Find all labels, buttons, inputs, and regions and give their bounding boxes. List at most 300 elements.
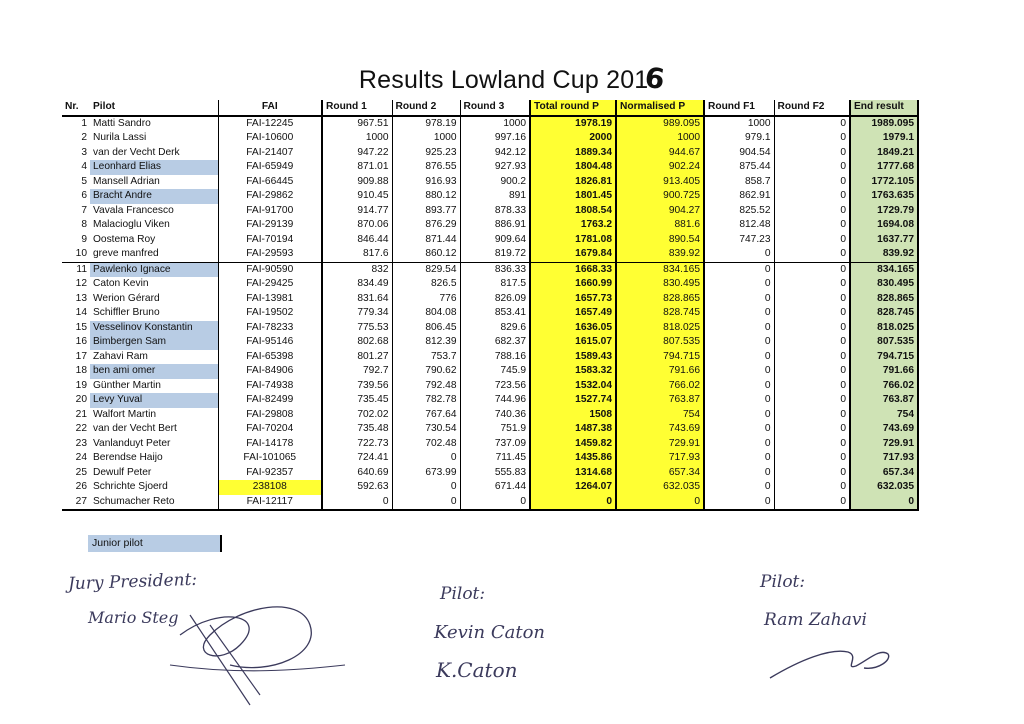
cell-fai: FAI-29139 bbox=[218, 218, 322, 233]
cell-total: 1508 bbox=[530, 408, 616, 423]
cell-norm: 830.495 bbox=[616, 277, 704, 292]
table-row bbox=[62, 321, 918, 336]
table-row bbox=[62, 160, 918, 175]
cell-f1: 0 bbox=[704, 437, 774, 452]
cell-r3: 817.5 bbox=[460, 277, 530, 292]
table-row bbox=[62, 393, 918, 408]
cell-r1: 834.49 bbox=[322, 277, 392, 292]
cell-f1: 0 bbox=[704, 451, 774, 466]
cell-pilot: Vanlanduyt Peter bbox=[90, 437, 218, 452]
cell-pilot: Vesselinov Konstantin bbox=[90, 321, 218, 336]
cell-f2: 0 bbox=[774, 306, 850, 321]
header-end-result: End result bbox=[850, 100, 918, 116]
cell-f2: 0 bbox=[774, 437, 850, 452]
cell-norm: 657.34 bbox=[616, 466, 704, 481]
cell-f2: 0 bbox=[774, 321, 850, 336]
cell-r3: 745.9 bbox=[460, 364, 530, 379]
cell-fai: FAI-78233 bbox=[218, 321, 322, 336]
cell-f2: 0 bbox=[774, 451, 850, 466]
cell-end: 807.535 bbox=[850, 335, 918, 350]
cell-pilot: Bimbergen Sam bbox=[90, 335, 218, 350]
cell-r2: 790.62 bbox=[392, 364, 460, 379]
cell-fai: FAI-29425 bbox=[218, 277, 322, 292]
cell-total: 1314.68 bbox=[530, 466, 616, 481]
header-nr: Nr. bbox=[62, 100, 90, 116]
page-title: Results Lowland Cup 2016 bbox=[358, 60, 668, 97]
cell-r3: 829.6 bbox=[460, 321, 530, 336]
table-row bbox=[62, 364, 918, 379]
cell-end: 766.02 bbox=[850, 379, 918, 394]
cell-f2: 0 bbox=[774, 160, 850, 175]
cell-f2: 0 bbox=[774, 218, 850, 233]
cell-r1: 735.45 bbox=[322, 393, 392, 408]
cell-nr: 9 bbox=[81, 233, 87, 245]
cell-r1: 914.77 bbox=[322, 204, 392, 219]
cell-r1: 779.34 bbox=[322, 306, 392, 321]
cell-total: 1487.38 bbox=[530, 422, 616, 437]
header-total: Total round P bbox=[530, 100, 616, 116]
cell-f1: 0 bbox=[704, 364, 774, 379]
cell-nr: 25 bbox=[75, 466, 87, 478]
cell-norm: 807.535 bbox=[616, 335, 704, 350]
cell-fai: FAI-74938 bbox=[218, 379, 322, 394]
cell-r2: 782.78 bbox=[392, 393, 460, 408]
cell-r1: 739.56 bbox=[322, 379, 392, 394]
cell-nr: 13 bbox=[75, 292, 87, 304]
cell-total: 1668.33 bbox=[530, 262, 616, 277]
cell-total: 1808.54 bbox=[530, 204, 616, 219]
cell-r1: 735.48 bbox=[322, 422, 392, 437]
cell-f2: 0 bbox=[774, 262, 850, 277]
pilot1-label: Pilot: bbox=[440, 584, 486, 604]
cell-fai: FAI-14178 bbox=[218, 437, 322, 452]
cell-r3: 723.56 bbox=[460, 379, 530, 394]
header-normalised: Normalised P bbox=[616, 100, 704, 116]
cell-r2: 702.48 bbox=[392, 437, 460, 452]
table-row bbox=[62, 131, 918, 146]
table-row bbox=[62, 204, 918, 219]
cell-end: 1849.21 bbox=[850, 146, 918, 161]
cell-f2: 0 bbox=[774, 131, 850, 146]
cell-norm: 1000 bbox=[616, 131, 704, 146]
cell-nr: 3 bbox=[81, 146, 87, 158]
cell-r1: 775.53 bbox=[322, 321, 392, 336]
cell-end: 1763.635 bbox=[850, 189, 918, 204]
cell-r2: 876.29 bbox=[392, 218, 460, 233]
cell-end: 1772.105 bbox=[850, 175, 918, 190]
cell-total: 1589.43 bbox=[530, 350, 616, 365]
table-row bbox=[62, 262, 918, 277]
cell-f2: 0 bbox=[774, 175, 850, 190]
cell-norm: 0 bbox=[616, 495, 704, 511]
cell-f1: 747.23 bbox=[704, 233, 774, 248]
cell-f2: 0 bbox=[774, 204, 850, 219]
cell-f2: 0 bbox=[774, 350, 850, 365]
cell-pilot: Malacioglu Viken bbox=[90, 218, 218, 233]
cell-r2: 812.39 bbox=[392, 335, 460, 350]
cell-fai: FAI-13981 bbox=[218, 292, 322, 307]
cell-r1: 1000 bbox=[322, 131, 392, 146]
cell-end: 657.34 bbox=[850, 466, 918, 481]
cell-total: 1527.74 bbox=[530, 393, 616, 408]
pilot1-name: Kevin Caton bbox=[434, 622, 546, 643]
cell-f1: 0 bbox=[704, 247, 774, 262]
cell-f1: 0 bbox=[704, 466, 774, 481]
pilot1-signature: K.Caton bbox=[436, 658, 518, 682]
cell-pilot: Mansell Adrian bbox=[90, 175, 218, 190]
cell-r2: 776 bbox=[392, 292, 460, 307]
cell-r2: 826.5 bbox=[392, 277, 460, 292]
cell-f2: 0 bbox=[774, 189, 850, 204]
cell-norm: 717.93 bbox=[616, 451, 704, 466]
cell-pilot: Oostema Roy bbox=[90, 233, 218, 248]
cell-r3: 555.83 bbox=[460, 466, 530, 481]
cell-fai: FAI-66445 bbox=[218, 175, 322, 190]
cell-nr: 19 bbox=[75, 379, 87, 391]
cell-r1: 640.69 bbox=[322, 466, 392, 481]
cell-f2: 0 bbox=[774, 292, 850, 307]
cell-f2: 0 bbox=[774, 422, 850, 437]
table-row bbox=[62, 175, 918, 190]
cell-fai: FAI-12245 bbox=[218, 116, 322, 132]
cell-fai: FAI-84906 bbox=[218, 364, 322, 379]
cell-r2: 792.48 bbox=[392, 379, 460, 394]
cell-total: 1583.32 bbox=[530, 364, 616, 379]
cell-r2: 876.55 bbox=[392, 160, 460, 175]
cell-r2: 806.45 bbox=[392, 321, 460, 336]
table-row bbox=[62, 146, 918, 161]
cell-r1: 817.6 bbox=[322, 247, 392, 262]
cell-pilot: Levy Yuval bbox=[90, 393, 218, 408]
results-table bbox=[62, 100, 919, 511]
cell-r2: 916.93 bbox=[392, 175, 460, 190]
cell-nr: 20 bbox=[75, 394, 87, 405]
cell-r2: 673.99 bbox=[392, 466, 460, 481]
cell-norm: 890.54 bbox=[616, 233, 704, 248]
cell-r1: 592.63 bbox=[322, 480, 392, 495]
cell-r2: 730.54 bbox=[392, 422, 460, 437]
cell-pilot: van der Vecht Derk bbox=[90, 146, 218, 161]
cell-norm: 763.87 bbox=[616, 393, 704, 408]
cell-norm: 791.66 bbox=[616, 364, 704, 379]
cell-end: 743.69 bbox=[850, 422, 918, 437]
cell-fai: FAI-65398 bbox=[218, 350, 322, 365]
cell-total: 1889.34 bbox=[530, 146, 616, 161]
cell-total: 1532.04 bbox=[530, 379, 616, 394]
cell-f1: 0 bbox=[704, 335, 774, 350]
cell-total: 1763.2 bbox=[530, 218, 616, 233]
cell-r1: 724.41 bbox=[322, 451, 392, 466]
cell-pilot: ben ami omer bbox=[90, 364, 218, 379]
cell-nr: 6 bbox=[81, 190, 87, 201]
cell-total: 1657.73 bbox=[530, 292, 616, 307]
cell-nr: 14 bbox=[75, 307, 87, 318]
cell-nr: 5 bbox=[81, 175, 87, 187]
cell-end: 729.91 bbox=[850, 437, 918, 452]
pilot2-name: Ram Zahavi bbox=[764, 610, 867, 630]
cell-r1: 910.45 bbox=[322, 189, 392, 204]
cell-pilot: Walfort Martin bbox=[90, 408, 218, 423]
cell-nr: 15 bbox=[75, 321, 87, 333]
cell-fai: FAI-29808 bbox=[218, 408, 322, 423]
pilot2-label: Pilot: bbox=[760, 572, 806, 592]
cell-nr: 22 bbox=[75, 423, 87, 434]
cell-norm: 904.27 bbox=[616, 204, 704, 219]
cell-f2: 0 bbox=[774, 233, 850, 248]
cell-f1: 0 bbox=[704, 379, 774, 394]
cell-nr: 8 bbox=[81, 219, 87, 230]
cell-r2: 978.19 bbox=[392, 116, 460, 132]
cell-nr: 7 bbox=[81, 204, 87, 216]
table-row bbox=[62, 218, 918, 233]
table-row bbox=[62, 437, 918, 452]
cell-pilot: Zahavi Ram bbox=[90, 350, 218, 365]
table-row bbox=[62, 495, 918, 511]
cell-nr: 16 bbox=[75, 336, 87, 347]
cell-f1: 0 bbox=[704, 422, 774, 437]
cell-total: 1978.19 bbox=[530, 116, 616, 132]
cell-pilot: Leonhard Elias bbox=[90, 160, 218, 175]
pilot2-signature bbox=[760, 630, 900, 690]
cell-r1: 722.73 bbox=[322, 437, 392, 452]
cell-total: 1781.08 bbox=[530, 233, 616, 248]
cell-norm: 754 bbox=[616, 408, 704, 423]
cell-r1: 967.51 bbox=[322, 116, 392, 132]
cell-r3: 0 bbox=[460, 495, 530, 511]
cell-r3: 682.37 bbox=[460, 335, 530, 350]
cell-f1: 0 bbox=[704, 350, 774, 365]
cell-r2: 829.54 bbox=[392, 262, 460, 277]
cell-nr: 12 bbox=[75, 278, 87, 289]
cell-pilot: Matti Sandro bbox=[90, 116, 218, 132]
legend-divider bbox=[220, 535, 222, 552]
cell-r2: 0 bbox=[392, 480, 460, 495]
jury-signature bbox=[150, 585, 350, 715]
cell-r2: 925.23 bbox=[392, 146, 460, 161]
cell-end: 754 bbox=[850, 408, 918, 423]
cell-f2: 0 bbox=[774, 146, 850, 161]
cell-norm: 828.865 bbox=[616, 292, 704, 307]
cell-fai: FAI-19502 bbox=[218, 306, 322, 321]
cell-total: 1660.99 bbox=[530, 277, 616, 292]
cell-end: 632.035 bbox=[850, 480, 918, 495]
cell-r1: 947.22 bbox=[322, 146, 392, 161]
cell-end: 794.715 bbox=[850, 350, 918, 365]
table-row bbox=[62, 422, 918, 437]
cell-end: 834.165 bbox=[850, 262, 918, 277]
cell-norm: 818.025 bbox=[616, 321, 704, 336]
cell-norm: 632.035 bbox=[616, 480, 704, 495]
table-row bbox=[62, 116, 918, 132]
cell-fai: FAI-95146 bbox=[218, 335, 322, 350]
cell-r3: 711.45 bbox=[460, 451, 530, 466]
cell-pilot: Dewulf Peter bbox=[90, 466, 218, 481]
cell-norm: 989.095 bbox=[616, 116, 704, 132]
cell-norm: 944.67 bbox=[616, 146, 704, 161]
cell-f2: 0 bbox=[774, 466, 850, 481]
cell-f1: 858.7 bbox=[704, 175, 774, 190]
cell-pilot: Nurila Lassi bbox=[90, 131, 218, 146]
header-round1: Round 1 bbox=[322, 100, 392, 116]
cell-pilot: Werion Gérard bbox=[90, 292, 218, 307]
cell-r1: 846.44 bbox=[322, 233, 392, 248]
cell-r3: 942.12 bbox=[460, 146, 530, 161]
cell-pilot: Caton Kevin bbox=[90, 277, 218, 292]
cell-end: 1729.79 bbox=[850, 204, 918, 219]
cell-pilot: Bracht Andre bbox=[90, 189, 218, 204]
cell-norm: 729.91 bbox=[616, 437, 704, 452]
table-row bbox=[62, 466, 918, 481]
cell-r3: 819.72 bbox=[460, 247, 530, 262]
cell-r2: 880.12 bbox=[392, 189, 460, 204]
header-f2: Round F2 bbox=[774, 100, 850, 116]
cell-pilot: van der Vecht Bert bbox=[90, 422, 218, 437]
cell-r3: 927.93 bbox=[460, 160, 530, 175]
cell-end: 717.93 bbox=[850, 451, 918, 466]
cell-nr: 24 bbox=[75, 452, 87, 463]
cell-f1: 0 bbox=[704, 262, 774, 277]
cell-f1: 862.91 bbox=[704, 189, 774, 204]
table-row bbox=[62, 306, 918, 321]
cell-f2: 0 bbox=[774, 495, 850, 511]
cell-nr: 21 bbox=[75, 408, 87, 420]
cell-r1: 909.88 bbox=[322, 175, 392, 190]
cell-end: 830.495 bbox=[850, 277, 918, 292]
cell-r1: 870.06 bbox=[322, 218, 392, 233]
handwritten-year-digit: 6 bbox=[643, 60, 668, 97]
cell-end: 828.745 bbox=[850, 306, 918, 321]
cell-r2: 0 bbox=[392, 495, 460, 511]
cell-end: 0 bbox=[850, 495, 918, 511]
cell-f2: 0 bbox=[774, 364, 850, 379]
cell-f2: 0 bbox=[774, 335, 850, 350]
cell-f1: 0 bbox=[704, 306, 774, 321]
table-row bbox=[62, 379, 918, 394]
jury-president-name: Mario Steg bbox=[88, 608, 179, 627]
cell-r1: 702.02 bbox=[322, 408, 392, 423]
cell-pilot: Vavala Francesco bbox=[90, 204, 218, 219]
cell-norm: 902.24 bbox=[616, 160, 704, 175]
cell-fai: FAI-91700 bbox=[218, 204, 322, 219]
cell-r2: 860.12 bbox=[392, 247, 460, 262]
cell-total: 1801.45 bbox=[530, 189, 616, 204]
table-row bbox=[62, 277, 918, 292]
cell-norm: 794.715 bbox=[616, 350, 704, 365]
cell-pilot: Schiffler Bruno bbox=[90, 306, 218, 321]
cell-f1: 0 bbox=[704, 480, 774, 495]
cell-r3: 878.33 bbox=[460, 204, 530, 219]
cell-fai: FAI-29862 bbox=[218, 189, 322, 204]
cell-r3: 909.64 bbox=[460, 233, 530, 248]
cell-f2: 0 bbox=[774, 277, 850, 292]
header-f1: Round F1 bbox=[704, 100, 774, 116]
cell-fai: FAI-82499 bbox=[218, 393, 322, 408]
cell-r3: 836.33 bbox=[460, 262, 530, 277]
cell-end: 1694.08 bbox=[850, 218, 918, 233]
cell-f1: 904.54 bbox=[704, 146, 774, 161]
cell-fai: FAI-65949 bbox=[218, 160, 322, 175]
cell-nr: 18 bbox=[75, 365, 87, 376]
cell-f1: 0 bbox=[704, 408, 774, 423]
cell-norm: 881.6 bbox=[616, 218, 704, 233]
cell-f1: 0 bbox=[704, 321, 774, 336]
cell-r2: 871.44 bbox=[392, 233, 460, 248]
cell-fai: FAI-92357 bbox=[218, 466, 322, 481]
cell-end: 1777.68 bbox=[850, 160, 918, 175]
header-round2: Round 2 bbox=[392, 100, 460, 116]
header-fai: FAI bbox=[218, 100, 322, 116]
cell-fai: FAI-70204 bbox=[218, 422, 322, 437]
cell-end: 828.865 bbox=[850, 292, 918, 307]
cell-f1: 1000 bbox=[704, 116, 774, 132]
table-row bbox=[62, 350, 918, 365]
cell-total: 2000 bbox=[530, 131, 616, 146]
cell-f2: 0 bbox=[774, 379, 850, 394]
cell-end: 763.87 bbox=[850, 393, 918, 408]
cell-fai: FAI-21407 bbox=[218, 146, 322, 161]
cell-r3: 744.96 bbox=[460, 393, 530, 408]
cell-pilot: Günther Martin bbox=[90, 379, 218, 394]
cell-total: 1435.86 bbox=[530, 451, 616, 466]
cell-r3: 751.9 bbox=[460, 422, 530, 437]
cell-pilot: Schumacher Reto bbox=[90, 495, 218, 511]
cell-fai: FAI-70194 bbox=[218, 233, 322, 248]
cell-nr: 10 bbox=[62, 247, 90, 262]
cell-r3: 740.36 bbox=[460, 408, 530, 423]
cell-nr: 11 bbox=[76, 263, 87, 275]
cell-total: 0 bbox=[530, 495, 616, 511]
cell-r3: 737.09 bbox=[460, 437, 530, 452]
cell-r3: 886.91 bbox=[460, 218, 530, 233]
cell-r1: 0 bbox=[322, 495, 392, 511]
cell-f1: 812.48 bbox=[704, 218, 774, 233]
table-row bbox=[62, 335, 918, 350]
cell-r3: 900.2 bbox=[460, 175, 530, 190]
cell-nr: 2 bbox=[81, 132, 87, 143]
cell-r1: 832 bbox=[322, 262, 392, 277]
cell-f2: 0 bbox=[774, 116, 850, 132]
cell-pilot: greve manfred bbox=[90, 247, 218, 262]
jury-president-label: Jury President: bbox=[67, 569, 198, 595]
cell-f1: 0 bbox=[704, 495, 774, 511]
cell-end: 839.92 bbox=[850, 247, 918, 262]
header-round3: Round 3 bbox=[460, 100, 530, 116]
cell-r2: 893.77 bbox=[392, 204, 460, 219]
cell-nr: 17 bbox=[75, 350, 87, 362]
table-row bbox=[62, 292, 918, 307]
cell-r3: 826.09 bbox=[460, 292, 530, 307]
cell-r2: 1000 bbox=[392, 131, 460, 146]
cell-norm: 839.92 bbox=[616, 247, 704, 262]
cell-norm: 900.725 bbox=[616, 189, 704, 204]
cell-total: 1615.07 bbox=[530, 335, 616, 350]
cell-r3: 891 bbox=[460, 189, 530, 204]
cell-norm: 766.02 bbox=[616, 379, 704, 394]
cell-fai: FAI-12117 bbox=[218, 495, 322, 511]
header-row bbox=[62, 100, 918, 116]
cell-pilot: Schrichte Sjoerd bbox=[90, 480, 218, 495]
cell-r1: 792.7 bbox=[322, 364, 392, 379]
cell-nr: 27 bbox=[62, 495, 90, 511]
cell-r2: 804.08 bbox=[392, 306, 460, 321]
cell-norm: 743.69 bbox=[616, 422, 704, 437]
cell-f1: 0 bbox=[704, 292, 774, 307]
table-row bbox=[62, 247, 918, 262]
table-row bbox=[62, 408, 918, 423]
table-row bbox=[62, 480, 918, 495]
cell-nr: 1 bbox=[81, 117, 87, 129]
header-pilot: Pilot bbox=[90, 100, 218, 116]
